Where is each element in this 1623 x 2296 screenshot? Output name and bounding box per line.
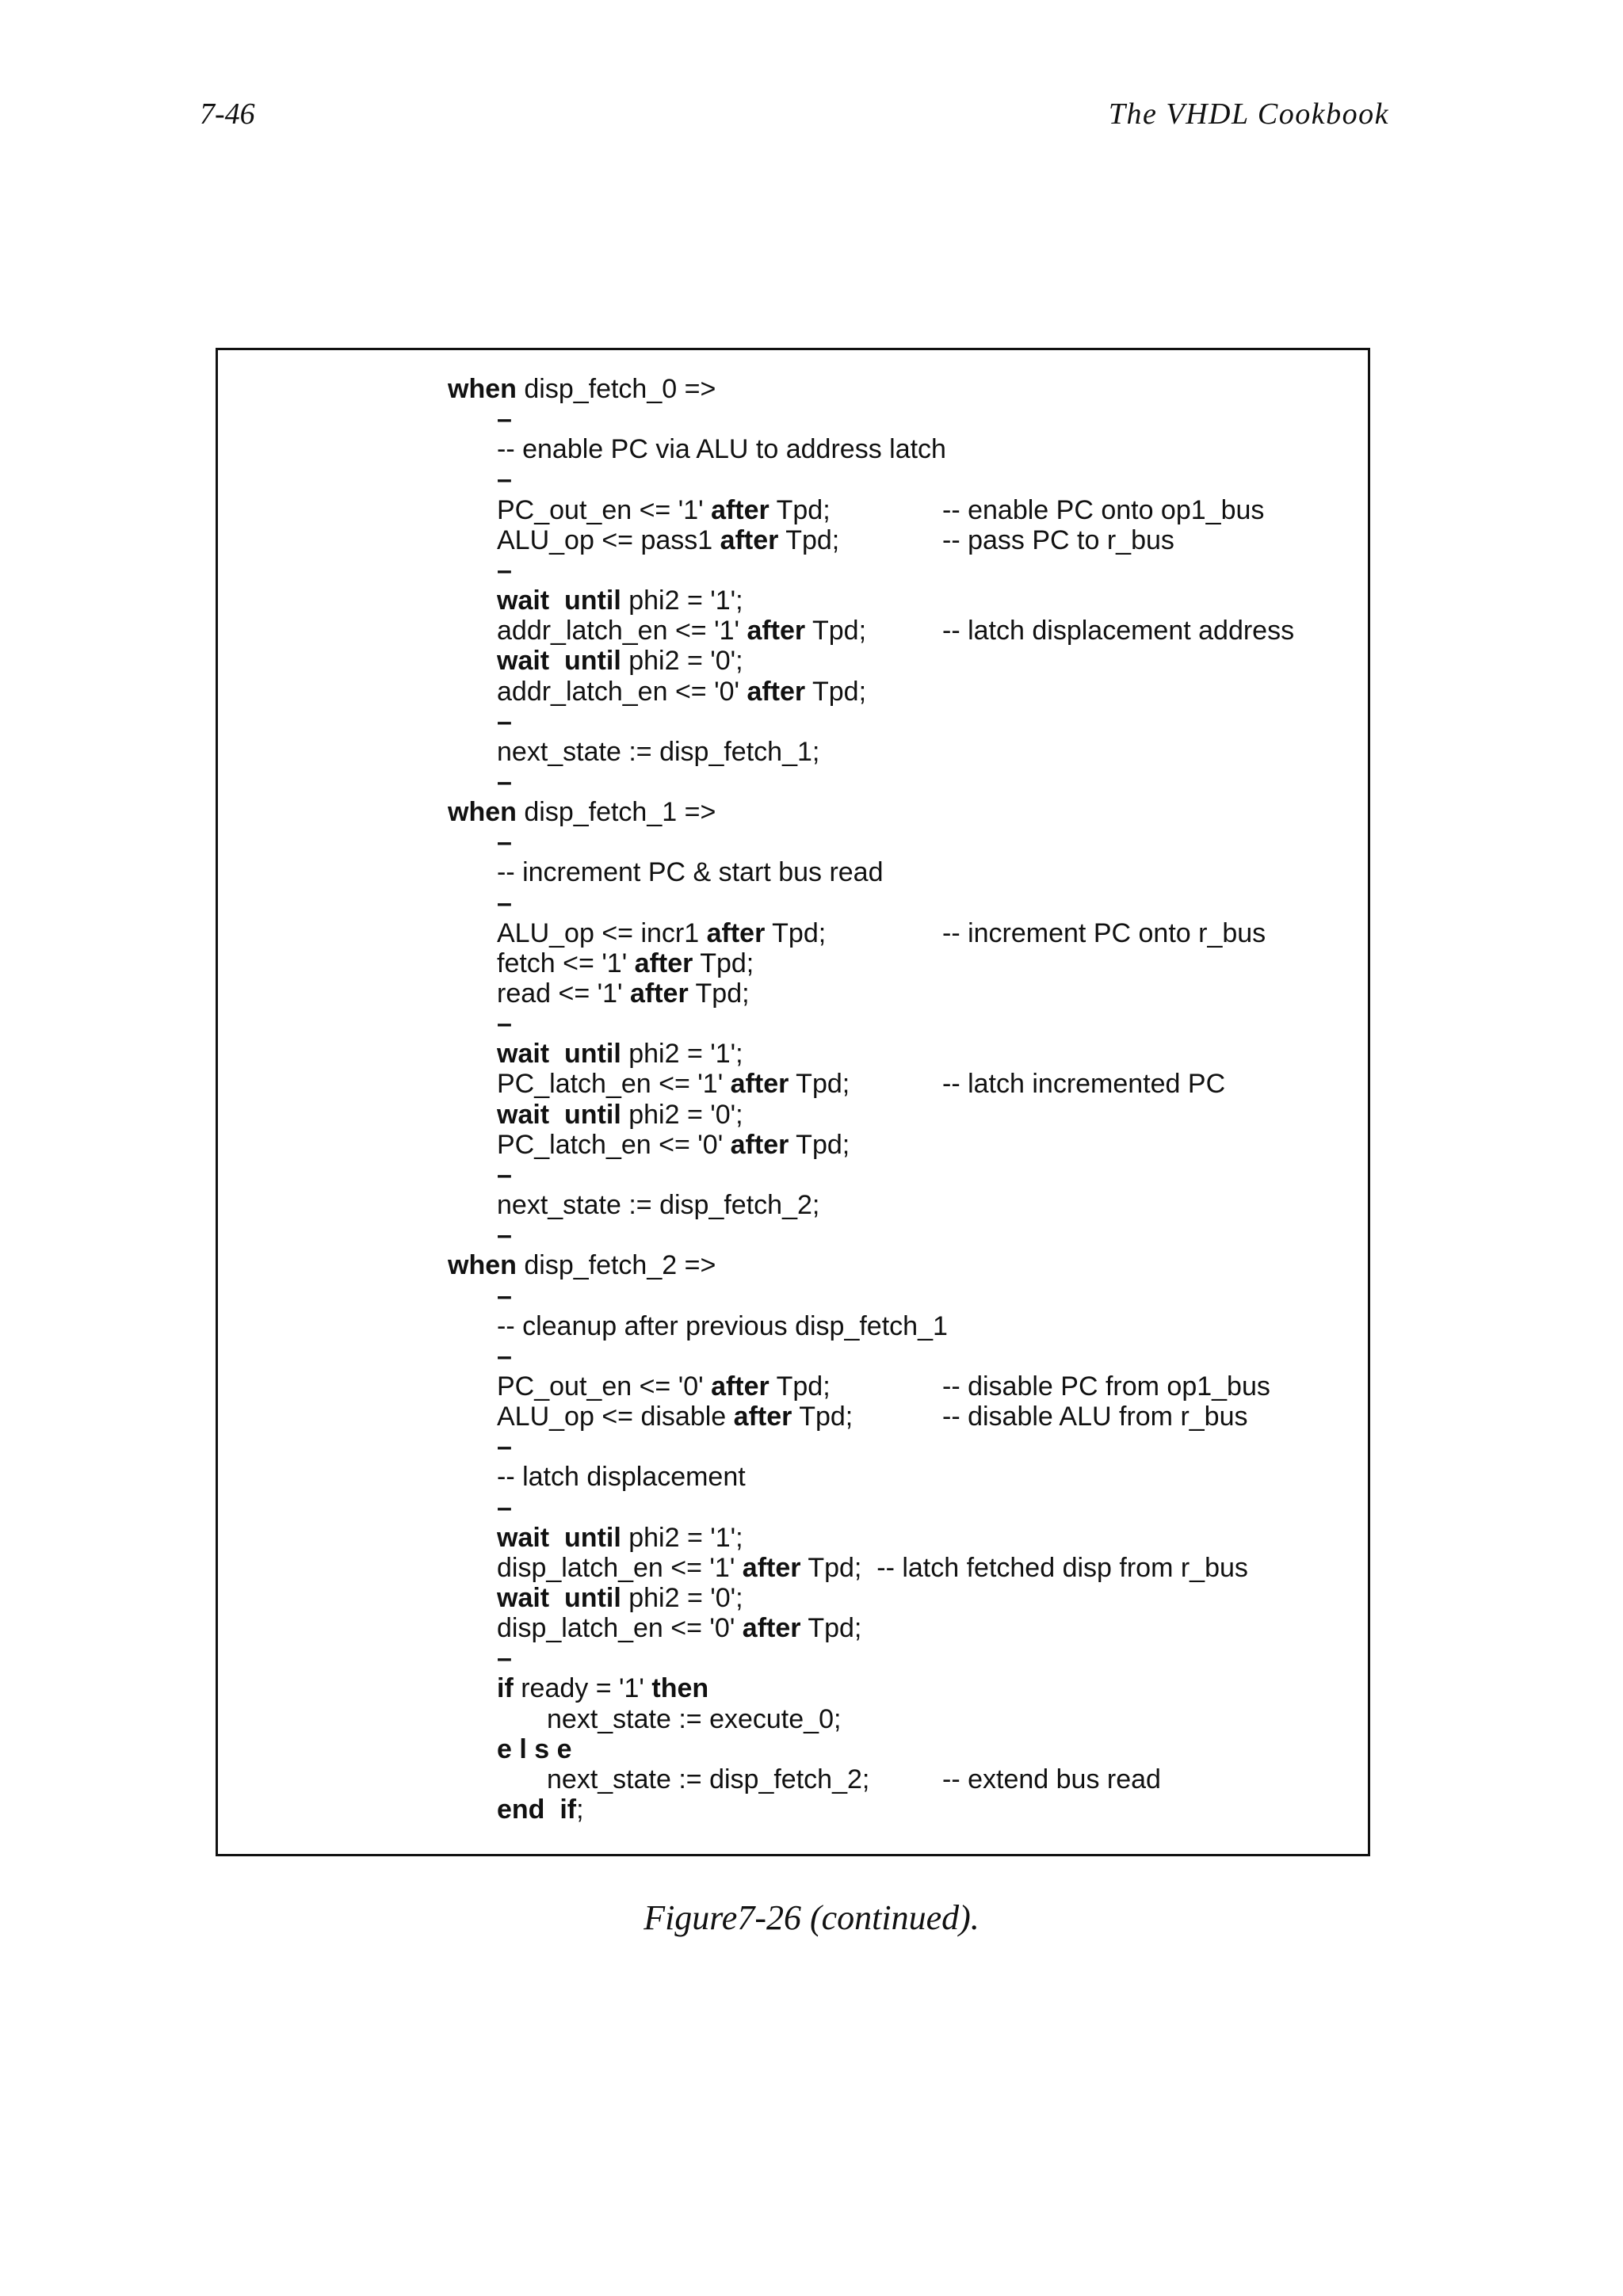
code-keyword: after <box>742 1552 801 1583</box>
code-blank-dash <box>497 1643 512 1673</box>
code-line <box>547 1704 841 1734</box>
code-line <box>497 434 946 464</box>
code-keyword: after <box>711 1371 769 1402</box>
code-text: disp_latch_en <= '0' <box>497 1613 743 1644</box>
code-text: phi2 = '1'; <box>621 1039 743 1070</box>
code-keyword: after <box>747 616 806 646</box>
code-text: ALU_op <= disable <box>497 1402 734 1432</box>
code-line <box>497 677 866 707</box>
code-line <box>497 1039 743 1069</box>
code-keyword: after <box>634 948 693 978</box>
code-line <box>497 1311 948 1341</box>
code-text: PC_latch_en <= '0' <box>497 1129 731 1160</box>
code-blank-dash <box>497 767 512 797</box>
code-keyword: after <box>747 676 806 707</box>
code-text: fetch <= '1' <box>497 948 635 978</box>
code-text: Tpd; <box>769 494 831 525</box>
figure-caption: Figure7-26 (continued). <box>643 1898 980 1937</box>
code-text: next_state := disp_fetch_2; <box>497 1190 820 1221</box>
code-blank-dash <box>497 464 512 494</box>
page-number: 7-46 <box>200 97 255 131</box>
code-line <box>448 797 716 827</box>
code-text: -- increment PC & start bus read <box>497 857 884 888</box>
code-text: ; <box>576 1794 584 1825</box>
code-text: Tpd; <box>688 978 750 1009</box>
dash-marker: – <box>497 1341 512 1371</box>
code-keyword: wait until <box>497 1039 621 1070</box>
code-text: phi2 = '0'; <box>621 1099 743 1130</box>
code-keyword: after <box>630 978 689 1009</box>
code-blank-dash <box>497 1160 512 1190</box>
code-line <box>497 1734 572 1764</box>
code-text: Tpd; <box>769 1371 831 1402</box>
dash-marker: – <box>497 1492 512 1523</box>
code-text: Tpd; <box>765 917 827 948</box>
code-blank-dash <box>497 827 512 857</box>
code-keyword: after <box>733 1402 792 1432</box>
code-line <box>497 494 1265 525</box>
code-text: ALU_op <= incr1 <box>497 917 707 948</box>
code-keyword: wait until <box>497 1099 621 1130</box>
code-text: PC_out_en <= '0' <box>497 1371 712 1402</box>
code-keyword: after <box>711 494 769 525</box>
code-comment: -- increment PC onto r_bus <box>942 917 1266 948</box>
code-text: Tpd; <box>805 676 867 707</box>
code-text: Tpd; <box>800 1613 862 1644</box>
code-line <box>497 1402 1248 1432</box>
code-blank-dash <box>497 404 512 434</box>
code-blank-dash <box>497 1220 512 1250</box>
dash-marker: – <box>497 555 512 585</box>
code-keyword: wait until <box>497 1522 621 1553</box>
code-keyword: after <box>706 917 766 948</box>
code-text: phi2 = '1'; <box>621 585 743 616</box>
code-line <box>497 1371 1270 1402</box>
code-line <box>497 948 754 978</box>
code-line <box>497 646 743 676</box>
code-line <box>497 1069 1226 1100</box>
code-line <box>497 857 884 887</box>
dash-marker: – <box>497 1432 512 1463</box>
code-blank-dash <box>497 707 512 737</box>
code-line <box>497 585 743 616</box>
code-line <box>497 1553 1248 1583</box>
running-title: The VHDL Cookbook <box>1108 97 1389 131</box>
dash-marker: – <box>497 1159 512 1190</box>
code-text: Tpd; <box>789 1069 850 1100</box>
code-text: Tpd; <box>778 524 840 555</box>
code-line <box>547 1764 1161 1794</box>
code-blank-dash <box>497 555 512 585</box>
code-keyword: wait until <box>497 1583 621 1613</box>
code-keyword: e l s e <box>497 1733 572 1764</box>
code-comment: -- disable ALU from r_bus <box>942 1402 1248 1432</box>
code-keyword: wait until <box>497 585 621 616</box>
code-text: Tpd; <box>789 1129 850 1160</box>
code-comment: -- latch incremented PC <box>942 1069 1226 1100</box>
code-text: disp_fetch_2 => <box>516 1250 716 1281</box>
code-keyword: after <box>730 1069 789 1100</box>
code-line <box>497 1583 743 1613</box>
code-text: addr_latch_en <= '0' <box>497 676 747 707</box>
code-blank-dash <box>497 1493 512 1523</box>
code-comment: -- extend bus read <box>942 1764 1161 1794</box>
dash-marker: – <box>497 706 512 737</box>
code-text: disp_latch_en <= '1' <box>497 1552 743 1583</box>
code-text: -- cleanup after previous disp_fetch_1 <box>497 1310 948 1341</box>
code-text: next_state := execute_0; <box>547 1703 842 1734</box>
code-text: -- enable PC via ALU to address latch <box>497 434 946 465</box>
code-keyword: if <box>497 1673 514 1704</box>
code-comment: -- latch displacement address <box>942 616 1295 646</box>
code-keyword: when <box>448 797 517 828</box>
code-line <box>448 374 716 404</box>
code-line <box>497 1613 861 1643</box>
code-text: next_state := disp_fetch_1; <box>497 736 820 767</box>
code-keyword: after <box>742 1613 801 1644</box>
code-line <box>497 616 1295 646</box>
dash-marker: – <box>497 464 512 495</box>
code-blank-dash <box>497 1281 512 1311</box>
code-keyword: after <box>720 524 779 555</box>
code-keyword: when <box>448 374 517 404</box>
code-text: Tpd; <box>792 1402 854 1432</box>
code-text: PC_out_en <= '1' <box>497 494 712 525</box>
code-blank-dash <box>497 888 512 918</box>
code-text: phi2 = '1'; <box>621 1522 743 1553</box>
code-blank-dash <box>497 1009 512 1039</box>
code-line <box>497 1130 850 1160</box>
code-figure-box <box>216 348 1370 1856</box>
code-line <box>497 917 1266 948</box>
dash-marker: – <box>497 1220 512 1251</box>
dash-marker: – <box>497 404 512 435</box>
code-line <box>497 1794 584 1825</box>
code-keyword: when <box>448 1250 517 1281</box>
code-text: phi2 = '0'; <box>621 646 743 677</box>
code-keyword: end if <box>497 1794 577 1825</box>
code-text: phi2 = '0'; <box>621 1583 743 1613</box>
dash-marker: – <box>497 827 512 858</box>
code-text: disp_fetch_1 => <box>516 797 716 828</box>
code-text: PC_latch_en <= '1' <box>497 1069 731 1100</box>
code-comment: -- disable PC from op1_bus <box>942 1371 1270 1402</box>
code-keyword: wait until <box>497 646 621 677</box>
code-line <box>497 1190 819 1220</box>
dash-marker: – <box>497 766 512 797</box>
code-blank-dash <box>497 1341 512 1371</box>
code-text: next_state := disp_fetch_2; <box>547 1764 870 1794</box>
code-text: Tpd; <box>693 948 754 978</box>
code-blank-dash <box>497 1432 512 1462</box>
code-comment: -- enable PC onto op1_bus <box>942 494 1265 525</box>
code-line <box>497 1523 743 1553</box>
code-text: read <= '1' <box>497 978 630 1009</box>
code-line <box>448 1250 716 1280</box>
dash-marker: – <box>497 1009 512 1039</box>
code-line <box>497 1462 746 1492</box>
code-keyword: after <box>730 1129 789 1160</box>
code-text: ready = '1' <box>513 1673 652 1704</box>
code-line <box>497 1673 708 1703</box>
dash-marker: – <box>497 1280 512 1311</box>
dash-marker: – <box>497 887 512 918</box>
code-text: addr_latch_en <= '1' <box>497 616 747 646</box>
code-keyword: then <box>651 1673 709 1704</box>
code-text: -- latch displacement <box>497 1462 746 1493</box>
code-comment: -- pass PC to r_bus <box>942 524 1174 555</box>
code-line <box>497 978 750 1009</box>
code-line <box>497 737 819 767</box>
code-text: disp_fetch_0 => <box>516 374 716 404</box>
code-text: Tpd; -- latch fetched disp from r_bus <box>800 1552 1248 1583</box>
dash-marker: – <box>497 1643 512 1674</box>
code-text: ALU_op <= pass1 <box>497 524 720 555</box>
code-line <box>497 524 1174 555</box>
code-text: Tpd; <box>805 616 867 646</box>
code-line <box>497 1100 743 1130</box>
